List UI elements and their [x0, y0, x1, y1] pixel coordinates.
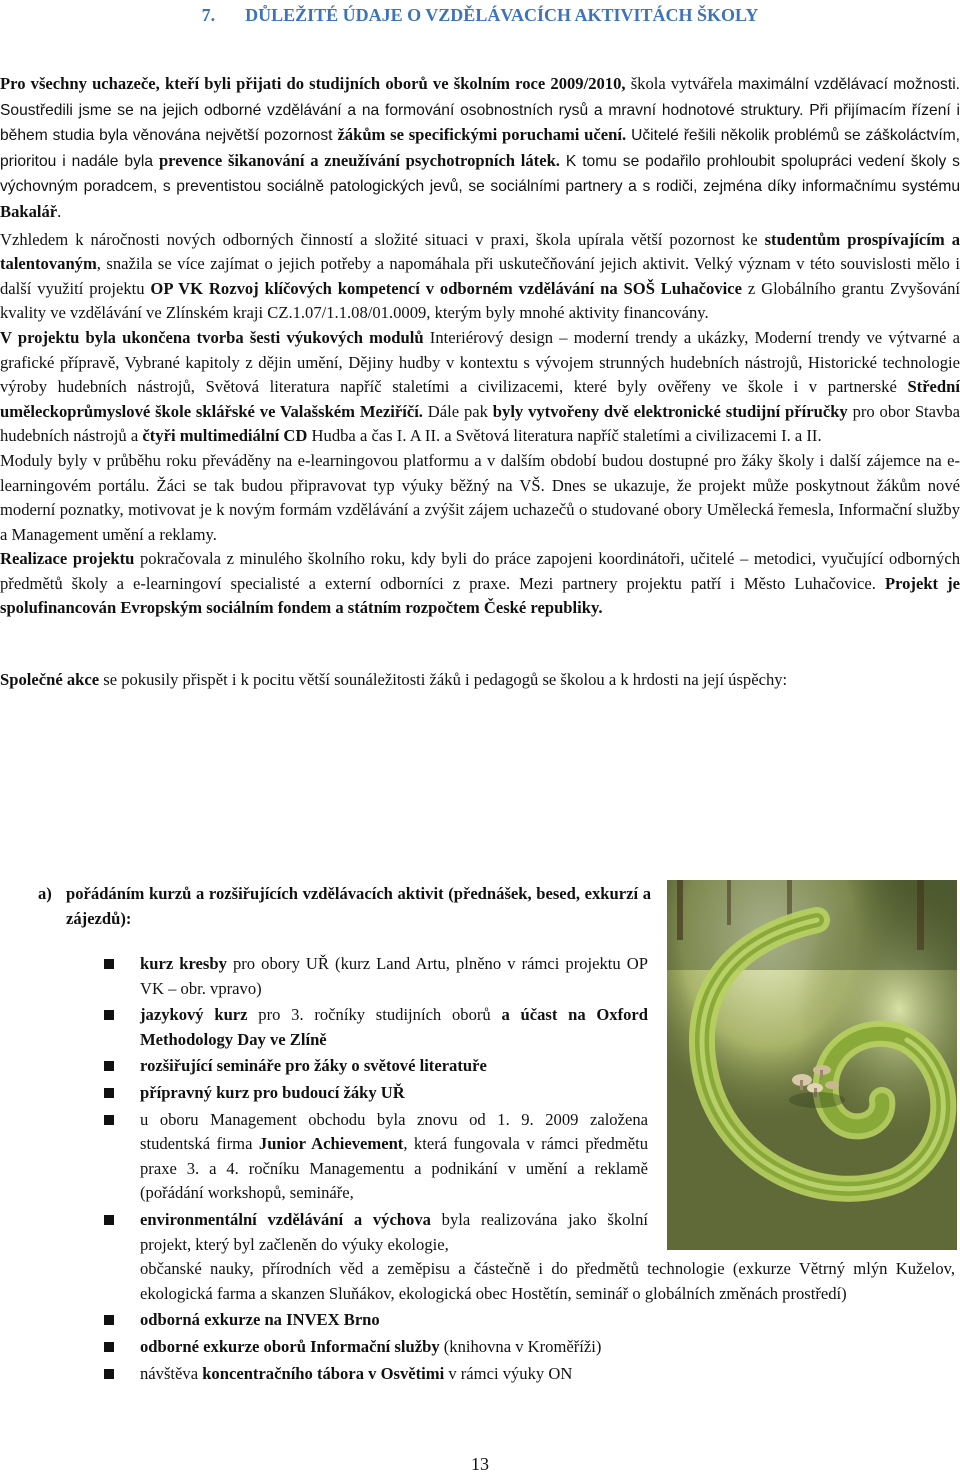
paragraph-talented: Vzhledem k náročnosti nových odborných činností a složité situaci v praxi, škola upírala větší pozornost ke studentům prospívajícím a talentovaným, snažila se více zajímat o jejich potřeby a napomáhala při uskutečňování jejich aktivit. Velký význam v této souvislosti mělo i další využití projektu OP VK Rozvoj klíčových kompetencí v odborném vzdělávání na SOŠ Luhačovice z Globálního grantu Zvyšování kvality ve vzdělávání ve Zlínském kraji CZ.1.07/1.1.08/01.0009, kterým byly mnohé aktivity financovány.	[0, 229, 960, 323]
list-item: environmentální vzdělávání a výchova byla realizována jako školní projekt, který byl začleněn do výuky ekologie,	[0, 1208, 648, 1257]
square-bullet-icon	[104, 1010, 114, 1020]
square-bullet-icon	[104, 1315, 114, 1325]
paragraph-elearning: Moduly byly v průběhu roku převáděny na e-learningovou platformu a v dalším období budou dostupné pro žáky školy i další zájemce na e-learningovém portálu. Žáci se tak budou připravovat typ výuky běžný na VŠ. Dnes se ukazuje, že projekt může poskytnout žákům nové moderní poznatky, motivovat je k novým formám vzdělávání a zvýšit zájem uchazečů o studované obory Umělecká řemesla, Informační služby a Management umění a reklamy.	[0, 450, 960, 544]
list-item-continuation: občanské nauky, přírodních věd a zeměpisu a částečně i do předmětů technologie (exkurze Větrný mlýn Kuželov, ekologická farma a skanzen Sluňákov, ekologická obec Hostětín, seminář o globálních změnách prostředí)	[140, 1259, 955, 1303]
body-text	[0, 72, 960, 693]
square-bullet-icon	[104, 1061, 114, 1071]
list-a-text: pořádáním kurzů a rozšiřujících vzdělávacích aktivit (přednášek, besed, exkurzí a zájezdů):	[66, 884, 651, 928]
list-item: jazykový kurz pro 3. ročníky studijních oborů a účast na Oxford Methodology Day ve Zlíně	[0, 1003, 648, 1052]
list-item: návštěva koncentračního tábora v Osvětimi v rámci výuky ON	[0, 1362, 955, 1387]
paragraph-intro: Pro všechny uchazeče, kteří byli přijati do studijních oborů ve školním roce 2009/2010, škola vytvářela maximální vzdělávací možnosti. Soustředili jsme se na jejich odborné vzdělávání a na formování osobnostních rysů a mravní hodnotové struktury. Při přijímacím řízení i během studia byla věnována největší pozornost žákům se specifickými poruchami učení. Učitelé řešili několik problémů se záškoláctvím, prioritou i nadále byla prevence šikanování a zneužívání psychotropních látek. K tomu se podařilo prohloubit spolupráci vedení školy s výchovným poradcem, s preventistou sociálně patologických jevů, se sociálními partnery a s rodiči, zejména díky informačnímu systému Bakalář.	[0, 74, 960, 221]
square-bullet-icon	[104, 1369, 114, 1379]
list-item: u oboru Management obchodu byla znovu od 1. 9. 2009 založena studentská firma Junior Achievement, která fungovala v rámci předmětu praxe 3. a 4. ročníku Managementu a podnikání v umění a reklamě (pořádání workshopů, semináře,	[0, 1108, 648, 1206]
list-item: přípravný kurz pro budoucí žáky UŘ	[0, 1081, 648, 1106]
square-bullet-icon	[104, 1215, 114, 1225]
list-item: odborná exkurze na INVEX Brno	[0, 1308, 955, 1333]
list-item: kurz kresby pro obory UŘ (kurz Land Artu, plněno v rámci projektu OP VK – obr. vpravo)	[0, 952, 648, 1001]
paragraph-joint-actions: Společné akce se pokusily přispět i k pocitu větší sounáležitosti žáků i pedagogů se školou a k hrdosti na její úspěchy:	[0, 670, 788, 690]
paragraph-realization: Realizace projektu pokračovala z minulého školního roku, kdy byli do práce zapojeni koordinátoři, učitelé – metodici, vyučující odborných předmětů školy a e-learningoví specialisté a externí odborníci z praxe. Mezi partnery projektu patří i Město Luhačovice. Projekt je spolufinancován Evropským sociálním fondem a státním rozpočtem České republiky.	[0, 549, 960, 618]
square-bullet-icon	[104, 959, 114, 969]
land-art-moss-spiral-photo	[667, 880, 957, 1250]
section-heading	[0, 2, 960, 28]
square-bullet-icon	[104, 1115, 114, 1125]
list-a-label: a)	[38, 884, 52, 903]
list-item: odborné exkurze oborů Informační služby (knihovna v Kroměříži)	[0, 1335, 955, 1360]
list-item: rozšiřující semináře pro žáky o světové literatuře	[0, 1054, 648, 1079]
square-bullet-icon	[104, 1088, 114, 1098]
section-title: DŮLEŽITÉ ÚDAJE O VZDĚLÁVACÍCH AKTIVITÁCH ŠKOLY	[245, 5, 759, 25]
section-number: 7.	[201, 5, 216, 25]
page-number: 13	[471, 1454, 489, 1474]
square-bullet-icon	[104, 1342, 114, 1352]
paragraph-modules: V projektu byla ukončena tvorba šesti výukových modulů Interiérový design – moderní trendy a ukázky, Moderní trendy ve výtvarné a grafické přípravě, Vybrané kapitoly z dějin umění, Dějiny hudby v kontextu s vývojem strunných hudebních nástrojů, Historické technologie výroby hudebních nástrojů, Světová literatura napříč staletími a civilizacemi, které byly ověřeny ve škole i v partnerské Střední uměleckoprůmyslové škole sklářské ve Valašském Meziříčí. Dále pak byly vytvořeny dvě elektronické studijní příručky pro obor Stavba hudebních nástrojů a čtyři multimediální CD Hudba a čas I. A II. a Světová literatura napříč staletími a civilizacemi I. a II.	[0, 327, 960, 446]
